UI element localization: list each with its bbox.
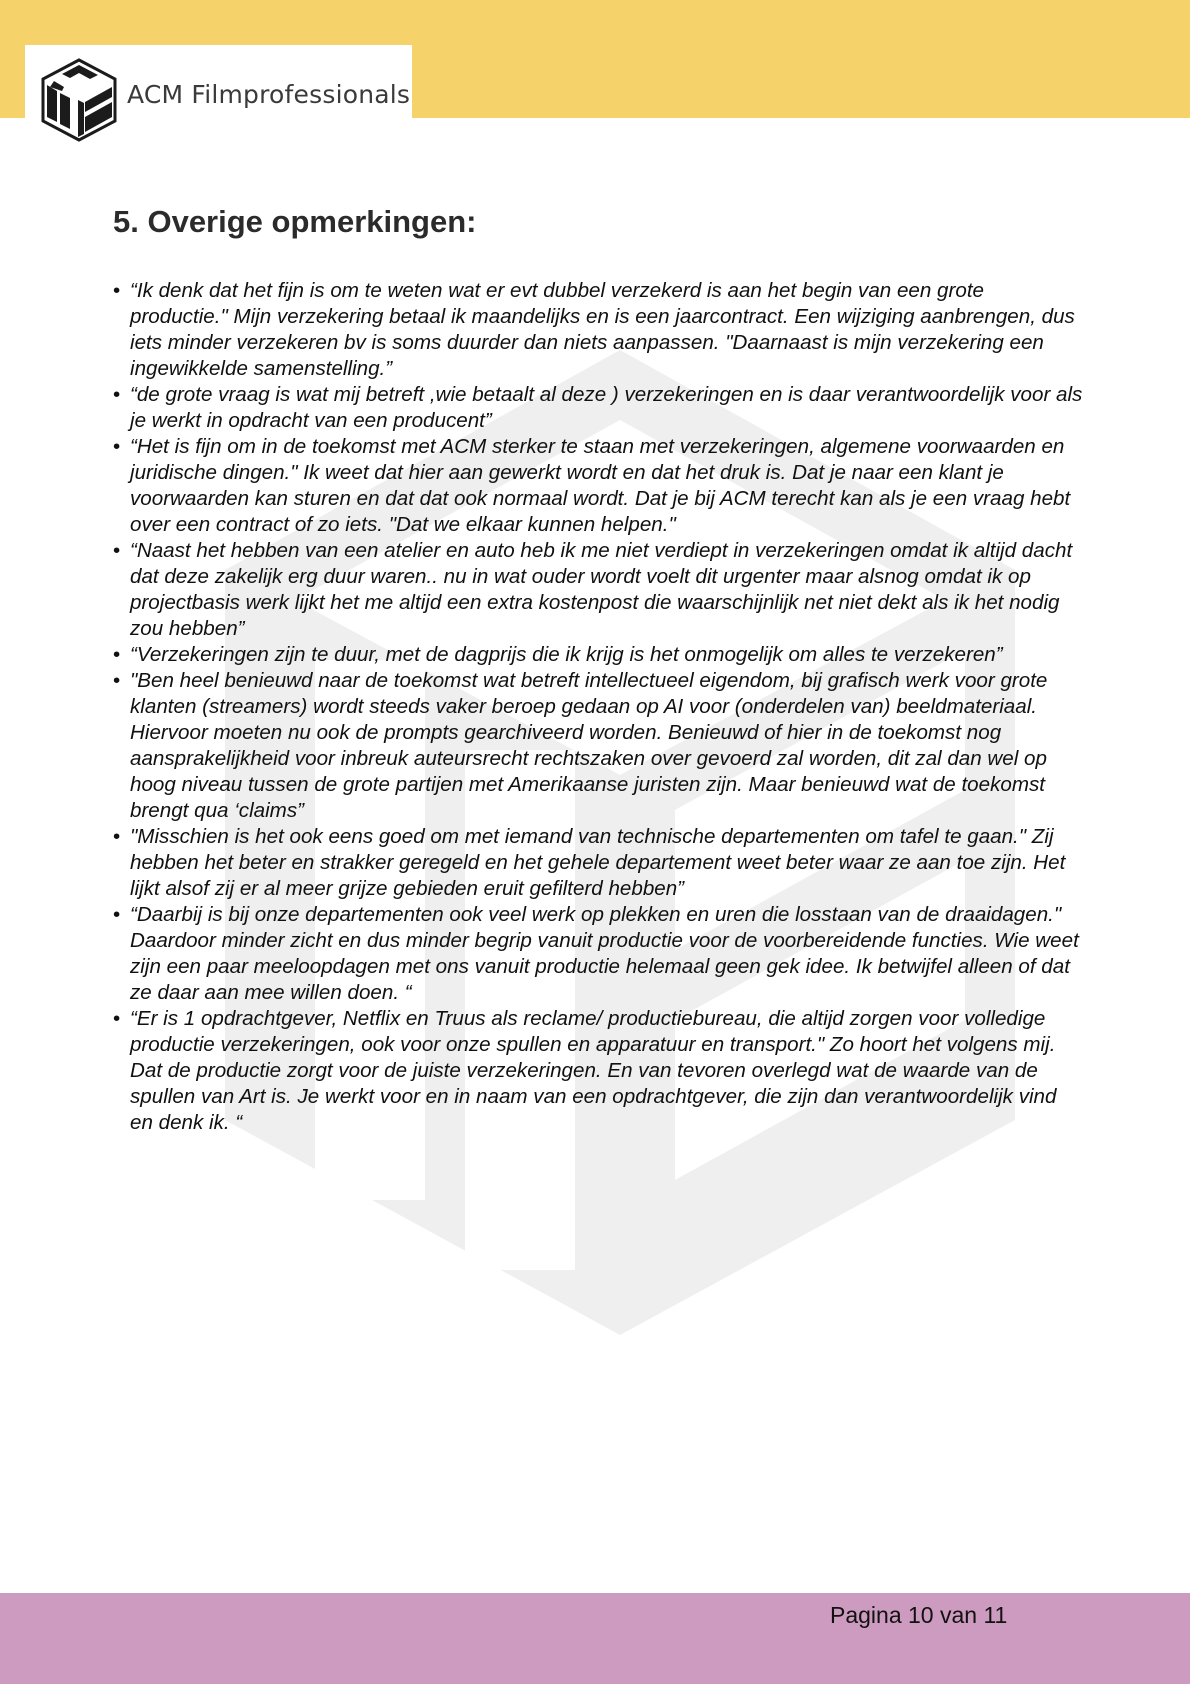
acm-cube-logo-icon <box>40 57 118 143</box>
comment-text: “de grote vraag is wat mij betreft ,wie betaalt al deze ) verzekeringen en is daar verantwoordelijk voor als je werkt in opdracht van een producent” <box>130 383 1083 432</box>
bullet: • <box>113 435 121 458</box>
bullet: • <box>113 643 121 666</box>
bullet: • <box>113 903 121 926</box>
bullet: • <box>113 383 121 406</box>
bullet: • <box>113 279 121 302</box>
list-item <box>113 642 1083 668</box>
list-item <box>113 538 1083 642</box>
list-item <box>113 824 1083 902</box>
comment-text: "Ben heel benieuwd naar de toekomst wat betreft intellectueel eigendom, bij grafisch werk voor grote klanten (streamers) wordt steeds vaker beroep gedaan op AI voor (onderdelen van) beeldmateriaal. Hiervoor moeten nu ook de prompts gearchiveerd worden. Benieuwd of hier in de toekomst nog aansprakelijkheid voor inbreuk auteursrecht rechtszaken over gevoerd zal worden, dit zal dan wel op hoog niveau tussen de grote partijen met Amerikaanse juristen zijn. Maar benieuwd wat de toekomst brengt qua ‘claims” <box>130 669 1048 822</box>
list-item <box>113 1006 1083 1136</box>
comment-text: “Er is 1 opdrachtgever, Netflix en Truus als reclame/ productiebureau, die altijd zorgen voor volledige productie verzekeringen, ook voor onze spullen en apparatuur en transport." Zo hoort het volgens mij. Dat de productie zorgt voor de juiste verzekeringen. En van tevoren overlegd wat de waarde van de spullen van Art is. Je werkt voor en in naam van een opdrachtgever, die zijn dan verantwoordelijk vind en denk ik. “ <box>130 1007 1057 1134</box>
comment-text: “Naast het hebben van een atelier en auto heb ik me niet verdiept in verzekeringen omdat ik altijd dacht dat deze zakelijk erg duur waren.. nu in wat ouder wordt voelt dit urgenter maar alsnog omdat ik op projectbasis werk lijkt het me altijd een extra kostenpost die waarschijnlijk net niet dekt als ik het nodig zou hebben” <box>130 539 1073 640</box>
comments-list <box>113 278 1083 1136</box>
comment-text: “Het is fijn om in de toekomst met ACM sterker te staan met verzekeringen, algemene voorwaarden en juridische dingen." Ik weet dat hier aan gewerkt wordt en dat het druk is. Dat je naar een klant je voorwaarden kan sturen en dat dat ook normaal wordt. Dat je bij ACM terecht kan als je een vraag hebt over een contract of zo iets. "Dat we elkaar kunnen helpen." <box>130 435 1071 536</box>
list-item <box>113 902 1083 1006</box>
bullet: • <box>113 539 121 562</box>
comment-text: “Verzekeringen zijn te duur, met de dagprijs die ik krijg is het onmogelijk om alles te verzekeren” <box>130 643 1003 666</box>
list-item <box>113 278 1083 382</box>
bullet: • <box>113 825 121 848</box>
brand-logo <box>25 45 412 152</box>
main-content <box>113 200 1083 1136</box>
comment-text: "Misschien is het ook eens goed om met iemand van technische departementen om tafel te gaan." Zij hebben het beter en strakker geregeld en het gehele departement weet beter waar ze aan toe zijn. Het lijkt alsof zij er al meer grijze gebieden eruit gefilterd hebben” <box>130 825 1066 900</box>
brand-name: ACM Filmprofessionals <box>127 80 411 109</box>
section-title: 5. Overige opmerkingen: <box>113 204 477 239</box>
bullet: • <box>113 669 121 692</box>
list-item <box>113 382 1083 434</box>
footer-band <box>0 1593 1190 1684</box>
comment-text: “Ik denk dat het fijn is om te weten wat er evt dubbel verzekerd is aan het begin van een grote productie." Mijn verzekering betaal ik maandelijks en is een jaarcontract. Een wijziging aanbrengen, dus iets minder verzekeren bv is soms duurder dan niets aanpassen. "Daarnaast is mijn verzekering een ingewikkelde samenstelling.” <box>130 279 1075 380</box>
bullet: • <box>113 1007 121 1030</box>
comment-text: “Daarbij is bij onze departementen ook veel werk op plekken en uren die losstaan van de draaidagen." Daardoor minder zicht en dus minder begrip vanuit productie voor de voorbereidende functies. Wie weet zijn een paar meeloopdagen met ons vanuit productie helemaal geen gek idee. Ik betwijfel alleen of dat ze daar aan mee willen doen. “ <box>130 903 1079 1004</box>
list-item <box>113 434 1083 538</box>
page-number: Pagina 10 van 11 <box>830 1602 1008 1628</box>
list-item <box>113 668 1083 824</box>
